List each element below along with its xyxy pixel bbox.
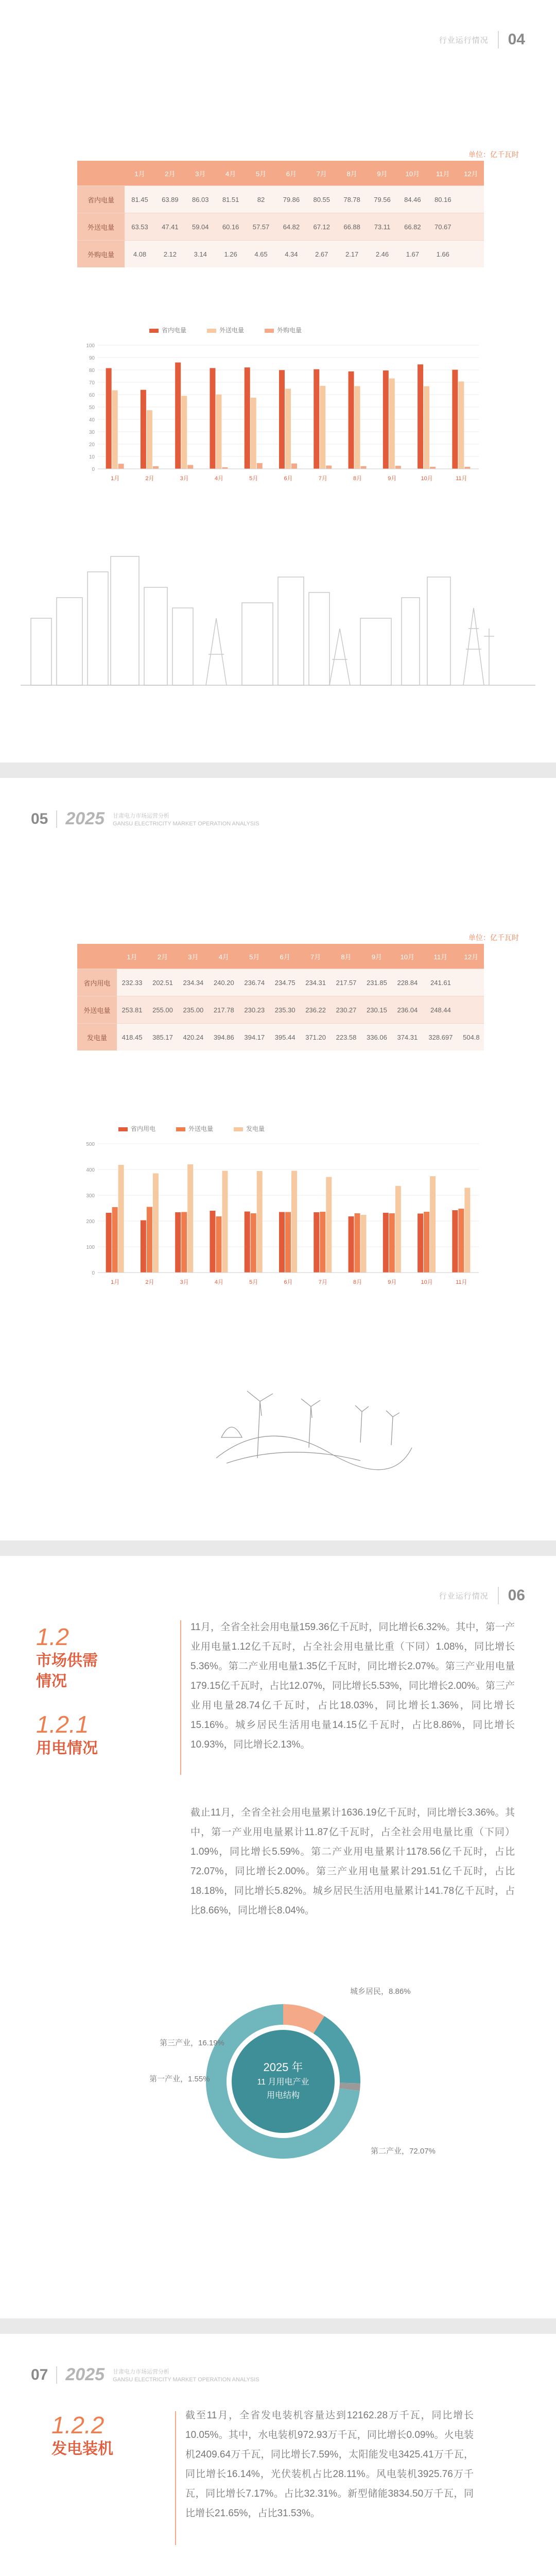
table-cell: 234.34 xyxy=(178,969,208,996)
bar xyxy=(141,390,146,469)
bar xyxy=(314,1212,319,1273)
table-cell: 241.61 xyxy=(423,969,459,996)
x-tick-label: 1月 xyxy=(111,476,120,482)
y-tick-label: 300 xyxy=(86,1193,95,1199)
bar xyxy=(389,379,395,469)
bar xyxy=(361,1215,367,1273)
x-tick-label: 2月 xyxy=(145,476,154,482)
row-header: 外购电量 xyxy=(77,241,125,268)
bar xyxy=(106,1213,112,1273)
header-divider xyxy=(56,810,57,828)
bar xyxy=(418,1214,423,1273)
table-cell xyxy=(459,969,484,996)
bar xyxy=(141,1221,146,1273)
y-tick-label: 70 xyxy=(89,380,95,386)
table-cell: 1.66 xyxy=(428,241,458,268)
row-header: 发电量 xyxy=(77,1024,117,1051)
header-label: 行业运行情况 xyxy=(439,1591,489,1601)
section-heading-1-2-2: 1.2.2 发电装机 xyxy=(51,2412,113,2458)
bar xyxy=(355,386,360,469)
chart-legend xyxy=(149,326,302,334)
table-header-cell: 8月 xyxy=(331,944,361,969)
page-header xyxy=(439,31,525,48)
bar xyxy=(464,1188,470,1273)
bar xyxy=(175,363,181,469)
y-tick-label: 20 xyxy=(89,442,95,448)
table-cell xyxy=(458,186,484,213)
page-04 xyxy=(0,0,556,762)
table-cell xyxy=(458,241,484,268)
table-cell: 231.85 xyxy=(361,969,392,996)
bar xyxy=(279,370,285,469)
y-tick-label: 40 xyxy=(89,417,95,423)
table-header-row xyxy=(77,161,484,186)
bar xyxy=(361,466,367,469)
table-row xyxy=(77,186,484,213)
paragraph-cumulative-consumption: 截止11月，全省全社会用电量累计1636.19亿千瓦时，同比增长3.36%。其中，第一产业用电量累计11.87亿千瓦时，占全社会用电量比重（下同）1.09%，同比增长5.59%。第二产业用电量累计1178.56亿千瓦时，占比72.07%，同比增长2.00%。第三产业用电量累计291.51亿千瓦时，占比18.18%，同比增长5.82%。城乡居民生活用电量累计141.78亿千瓦时，占比8.66%，同比增长8.04%。 xyxy=(190,1807,515,1916)
donut-label: 第二产业，72.07% xyxy=(371,2147,436,2156)
page-number: 06 xyxy=(508,1587,525,1604)
y-tick-label: 200 xyxy=(86,1219,95,1225)
table-header-cell: 5月 xyxy=(246,161,276,186)
x-tick-label: 3月 xyxy=(180,1279,189,1285)
table-cell: 235.00 xyxy=(178,996,208,1024)
x-tick-label: 3月 xyxy=(180,476,189,482)
y-tick-label: 0 xyxy=(92,1270,95,1276)
donut-label: 第一产业，1.55% xyxy=(149,2075,210,2083)
table-cell: 64.82 xyxy=(276,213,306,241)
bar xyxy=(458,1209,464,1273)
table-cell: 240.20 xyxy=(208,969,239,996)
y-tick-label: 100 xyxy=(86,343,95,349)
table-cell: 394.17 xyxy=(239,1024,270,1051)
unit-label: 单位：亿千瓦时 xyxy=(468,150,519,159)
table-cell: 79.56 xyxy=(367,186,397,213)
wind-turbine-illustration xyxy=(0,1355,556,1479)
bar xyxy=(395,466,401,469)
table-cell: 66.82 xyxy=(397,213,428,241)
page-number: 04 xyxy=(508,31,525,48)
table-row xyxy=(77,213,484,241)
bar xyxy=(118,1165,124,1273)
table-cell: 1.67 xyxy=(397,241,428,268)
table-cell: 79.86 xyxy=(276,186,306,213)
bar-chart xyxy=(77,340,484,489)
table-cell: 3.14 xyxy=(185,241,216,268)
bar xyxy=(118,464,124,469)
table-cell: 374.31 xyxy=(392,1024,423,1051)
table-cell: 82 xyxy=(246,186,276,213)
table-cell: 217.78 xyxy=(208,996,239,1024)
page-header xyxy=(439,1587,525,1604)
table-cell: 230.27 xyxy=(331,996,361,1024)
bar xyxy=(257,463,263,469)
header-year: 2025 xyxy=(65,809,105,828)
bar xyxy=(320,386,325,469)
table-cell: 78.78 xyxy=(337,186,367,213)
divider-line xyxy=(175,2411,176,2545)
data-table xyxy=(77,161,484,267)
table-header-cell: 10月 xyxy=(392,944,423,969)
bar xyxy=(147,410,152,469)
table-header-cell: 6月 xyxy=(270,944,300,969)
y-tick-label: 500 xyxy=(86,1142,95,1147)
table-header-cell: 12月 xyxy=(458,161,484,186)
bar xyxy=(389,1213,395,1273)
table-cell: 418.45 xyxy=(117,1024,147,1051)
table-row xyxy=(77,241,484,268)
table-header-cell: 3月 xyxy=(178,944,208,969)
table-cell: 217.57 xyxy=(331,969,361,996)
bar xyxy=(424,1212,429,1273)
table-cell: 60.16 xyxy=(216,213,246,241)
bar xyxy=(222,1171,228,1273)
bar xyxy=(251,1213,256,1273)
x-tick-label: 7月 xyxy=(318,476,327,482)
table-cell: 248.44 xyxy=(423,996,459,1024)
section-heading-1-2-1: 1.2.1 用电情况 xyxy=(36,1711,98,1757)
bar xyxy=(187,1164,193,1273)
legend-item: 省内用电 xyxy=(118,1124,155,1133)
section-heading-1-2: 1.2 市场供需 情况 xyxy=(36,1623,98,1690)
page-number: 05 xyxy=(31,810,48,827)
y-tick-label: 60 xyxy=(89,393,95,398)
legend-item: 外购电量 xyxy=(265,326,302,334)
table-header-cell: 11月 xyxy=(423,944,459,969)
table-cell: 234.75 xyxy=(270,969,300,996)
table-cell: 235.30 xyxy=(270,996,300,1024)
table-cell: 81.51 xyxy=(216,186,246,213)
page-gap xyxy=(0,1540,556,1556)
row-header: 外送电量 xyxy=(77,213,125,241)
page-06 xyxy=(0,1556,556,2318)
table-cell: 236.74 xyxy=(239,969,270,996)
table-header-cell: 6月 xyxy=(276,161,306,186)
x-tick-label: 1月 xyxy=(111,1279,120,1285)
page-05 xyxy=(0,778,556,1540)
bar xyxy=(326,466,332,469)
header-divider xyxy=(498,1587,499,1604)
bar xyxy=(187,465,193,469)
table-cell: 81.45 xyxy=(125,186,155,213)
table-header-cell: 2月 xyxy=(155,161,185,186)
bar xyxy=(464,467,470,469)
bar xyxy=(285,1212,291,1273)
bar xyxy=(326,1177,332,1273)
bar xyxy=(279,1212,285,1273)
x-tick-label: 11月 xyxy=(456,1279,467,1285)
table-cell: 59.04 xyxy=(185,213,216,241)
table-cell: 2.46 xyxy=(367,241,397,268)
bar xyxy=(106,368,112,469)
legend-item: 外送电量 xyxy=(207,326,244,334)
table-header-cell: 7月 xyxy=(300,944,331,969)
table-header-cell: 11月 xyxy=(428,161,458,186)
y-tick-label: 50 xyxy=(89,405,95,411)
bar xyxy=(210,1211,215,1273)
table-cell: 385.17 xyxy=(147,1024,178,1051)
bar xyxy=(175,1212,181,1273)
city-skyline-illustration xyxy=(0,526,556,690)
paragraph-monthly-consumption: 11月，全省全社会用电量159.36亿千瓦时，同比增长6.32%。其中，第一产业用电量1.12亿千瓦时，占全社会用电量比重（下同）1.08%，同比增长5.36%。第二产业用电量1.35亿千瓦时，同比增长2.07%。第三产业用电量179.15亿千瓦时，占比12.07%，同比增长5.53%，同比增长2.00%。第三产业用电量28.74亿千瓦时，占比18.03%，同比增长1.36%，同比增长15.16%。城乡居民生活用电量14.15亿千瓦时，占比8.86%，同比增长10.93%，同比增长2.13%。 xyxy=(190,1622,515,1750)
bar xyxy=(181,396,187,469)
table-cell xyxy=(458,213,484,241)
bar xyxy=(383,370,389,469)
y-tick-label: 400 xyxy=(86,1167,95,1173)
header-label: 行业运行情况 xyxy=(439,36,489,45)
donut-slice xyxy=(283,2014,319,2025)
table-header-cell: 3月 xyxy=(185,161,216,186)
row-header: 省内电量 xyxy=(77,186,125,213)
donut-chart xyxy=(103,1984,463,2179)
x-tick-label: 8月 xyxy=(353,476,362,482)
y-tick-label: 90 xyxy=(89,355,95,361)
bar xyxy=(285,388,291,469)
bar xyxy=(452,1210,458,1273)
table-cell: 70.67 xyxy=(428,213,458,241)
legend-item: 省内电量 xyxy=(149,326,186,334)
x-tick-label: 10月 xyxy=(421,476,433,482)
table-cell: 234.31 xyxy=(300,969,331,996)
bar xyxy=(245,367,250,469)
bar xyxy=(112,1207,118,1273)
table-row xyxy=(77,969,484,996)
x-tick-label: 5月 xyxy=(249,476,258,482)
x-tick-label: 9月 xyxy=(388,476,397,482)
bar xyxy=(458,381,464,469)
bar xyxy=(320,1212,325,1273)
table-cell xyxy=(459,996,484,1024)
legend-item: 发电量 xyxy=(234,1124,265,1133)
x-tick-label: 10月 xyxy=(421,1279,433,1285)
donut-center-label: 用电结构 xyxy=(266,2091,300,2100)
bar xyxy=(181,1212,187,1273)
bar xyxy=(147,1207,152,1273)
donut-center-label: 2025 年 xyxy=(263,2061,303,2074)
bar xyxy=(418,364,423,469)
table-header-cell: 4月 xyxy=(216,161,246,186)
table-header-cell: 9月 xyxy=(367,161,397,186)
page-gap xyxy=(0,762,556,778)
table-cell: 255.00 xyxy=(147,996,178,1024)
chart-legend xyxy=(118,1124,265,1133)
legend-item: 外送电量 xyxy=(176,1124,213,1133)
x-tick-label: 8月 xyxy=(353,1279,362,1285)
table-header-cell: 8月 xyxy=(337,161,367,186)
bar xyxy=(291,464,297,469)
table-cell: 80.16 xyxy=(428,186,458,213)
header-divider xyxy=(56,2366,57,2384)
table-cell: 4.08 xyxy=(125,241,155,268)
x-tick-label: 11月 xyxy=(456,476,467,482)
table-cell: 2.67 xyxy=(306,241,337,268)
table-header-cell: 1月 xyxy=(125,161,155,186)
divider-line xyxy=(180,1620,181,1775)
table-cell: 2.12 xyxy=(155,241,185,268)
table-cell: 230.23 xyxy=(239,996,270,1024)
x-tick-label: 9月 xyxy=(388,1279,397,1285)
table-cell: 63.89 xyxy=(155,186,185,213)
table-cell: 328.697 xyxy=(423,1024,459,1051)
table-header-cell: 1月 xyxy=(117,944,147,969)
x-tick-label: 6月 xyxy=(284,1279,293,1285)
x-tick-label: 6月 xyxy=(284,476,293,482)
table-cell: 86.03 xyxy=(185,186,216,213)
header-year: 2025 xyxy=(65,2365,105,2384)
table-cell: 394.86 xyxy=(208,1024,239,1051)
bar xyxy=(153,466,159,469)
header-subtitle: 甘肃电力市场运营分析 GANSU ELECTRICITY MARKET OPERATION ANALYSIS xyxy=(113,812,259,827)
bar xyxy=(112,391,118,469)
table-header-cell: 12月 xyxy=(459,944,484,969)
page-header xyxy=(31,2365,259,2385)
x-tick-label: 2月 xyxy=(145,1279,154,1285)
table-cell: 73.11 xyxy=(367,213,397,241)
bar xyxy=(424,386,429,469)
bar xyxy=(430,467,436,469)
table-cell: 84.46 xyxy=(397,186,428,213)
donut-label: 第三产业，16.19% xyxy=(160,2039,224,2047)
x-tick-label: 4月 xyxy=(214,476,224,482)
bar xyxy=(430,1176,436,1273)
bar xyxy=(251,398,256,469)
table-cell: 420.24 xyxy=(178,1024,208,1051)
bar xyxy=(314,369,319,469)
bar xyxy=(257,1171,263,1273)
table-cell: 67.12 xyxy=(306,213,337,241)
y-tick-label: 100 xyxy=(86,1245,95,1250)
table-header-cell: 4月 xyxy=(208,944,239,969)
table-row xyxy=(77,1024,484,1051)
x-tick-label: 4月 xyxy=(214,1279,224,1285)
table-cell: 4.65 xyxy=(246,241,276,268)
bar xyxy=(153,1174,159,1273)
table-cell: 236.04 xyxy=(392,996,423,1024)
table-header-row xyxy=(77,944,484,969)
table-cell: 66.88 xyxy=(337,213,367,241)
table-header-cell: 5月 xyxy=(239,944,270,969)
table-cell: 336.06 xyxy=(361,1024,392,1051)
table-cell: 63.53 xyxy=(125,213,155,241)
y-tick-label: 0 xyxy=(92,467,95,472)
page-number: 07 xyxy=(31,2366,48,2383)
header-divider xyxy=(498,31,499,48)
table-cell: 395.44 xyxy=(270,1024,300,1051)
bar-chart xyxy=(77,1139,484,1293)
row-header: 省内用电 xyxy=(77,969,117,996)
table-cell: 57.57 xyxy=(246,213,276,241)
table-cell: 232.33 xyxy=(117,969,147,996)
table-cell: 4.34 xyxy=(276,241,306,268)
table-cell: 228.84 xyxy=(392,969,423,996)
bar xyxy=(291,1171,297,1273)
x-tick-label: 7月 xyxy=(318,1279,327,1285)
x-tick-label: 5月 xyxy=(249,1279,258,1285)
page-07 xyxy=(0,2334,556,2576)
page-gap xyxy=(0,2318,556,2334)
bar xyxy=(395,1186,401,1273)
donut-center-label: 11 月用电产业 xyxy=(257,2078,309,2087)
table-header-cell: 7月 xyxy=(306,161,337,186)
y-tick-label: 30 xyxy=(89,430,95,435)
table-cell: 80.55 xyxy=(306,186,337,213)
bar xyxy=(216,395,221,469)
bar xyxy=(383,1213,389,1273)
table-cell: 253.81 xyxy=(117,996,147,1024)
table-header-cell xyxy=(77,161,125,186)
bar xyxy=(210,368,215,469)
table-cell: 223.58 xyxy=(331,1024,361,1051)
bar xyxy=(452,370,458,469)
table-cell: 2.17 xyxy=(337,241,367,268)
table-cell: 236.22 xyxy=(300,996,331,1024)
page-header xyxy=(31,809,259,829)
table-cell: 47.41 xyxy=(155,213,185,241)
unit-label: 单位：亿千瓦时 xyxy=(468,934,519,942)
table-cell: 1.26 xyxy=(216,241,246,268)
bar xyxy=(245,1212,250,1273)
y-tick-label: 80 xyxy=(89,368,95,374)
table-row xyxy=(77,996,484,1024)
row-header: 外送电量 xyxy=(77,996,117,1024)
table-cell: 371.20 xyxy=(300,1024,331,1051)
bar xyxy=(216,1216,221,1273)
paragraph-installed-capacity: 截至11月，全省发电装机容量达到12162.28万千瓦，同比增长10.05%。其中，水电装机972.93万千瓦，同比增长0.09%。火电装机2409.64万千瓦，同比增长7.59%，太阳能发电3425.41万千瓦，同比增长16.14%，光伏装机占比28.11%。风电装机3925.76万千瓦，同比增长7.17%。占比32.31%。新型储能3834.50万千瓦，同比增长21.65%，占比31.53%。 xyxy=(185,2410,474,2519)
table-header-cell: 9月 xyxy=(361,944,392,969)
table-cell: 202.51 xyxy=(147,969,178,996)
donut-label: 城乡居民，8.86% xyxy=(350,1987,411,1996)
table-cell: 230.15 xyxy=(361,996,392,1024)
bar xyxy=(349,371,354,469)
table-cell: 504.8 xyxy=(459,1024,484,1051)
data-table xyxy=(77,944,484,1050)
table-header-cell: 2月 xyxy=(147,944,178,969)
table-header-cell xyxy=(77,944,117,969)
y-tick-label: 10 xyxy=(89,454,95,460)
table-header-cell: 10月 xyxy=(397,161,428,186)
header-subtitle: 甘肃电力市场运营分析 GANSU ELECTRICITY MARKET OPERATION ANALYSIS xyxy=(113,2368,259,2383)
bar xyxy=(355,1213,360,1273)
bar xyxy=(349,1216,354,1273)
